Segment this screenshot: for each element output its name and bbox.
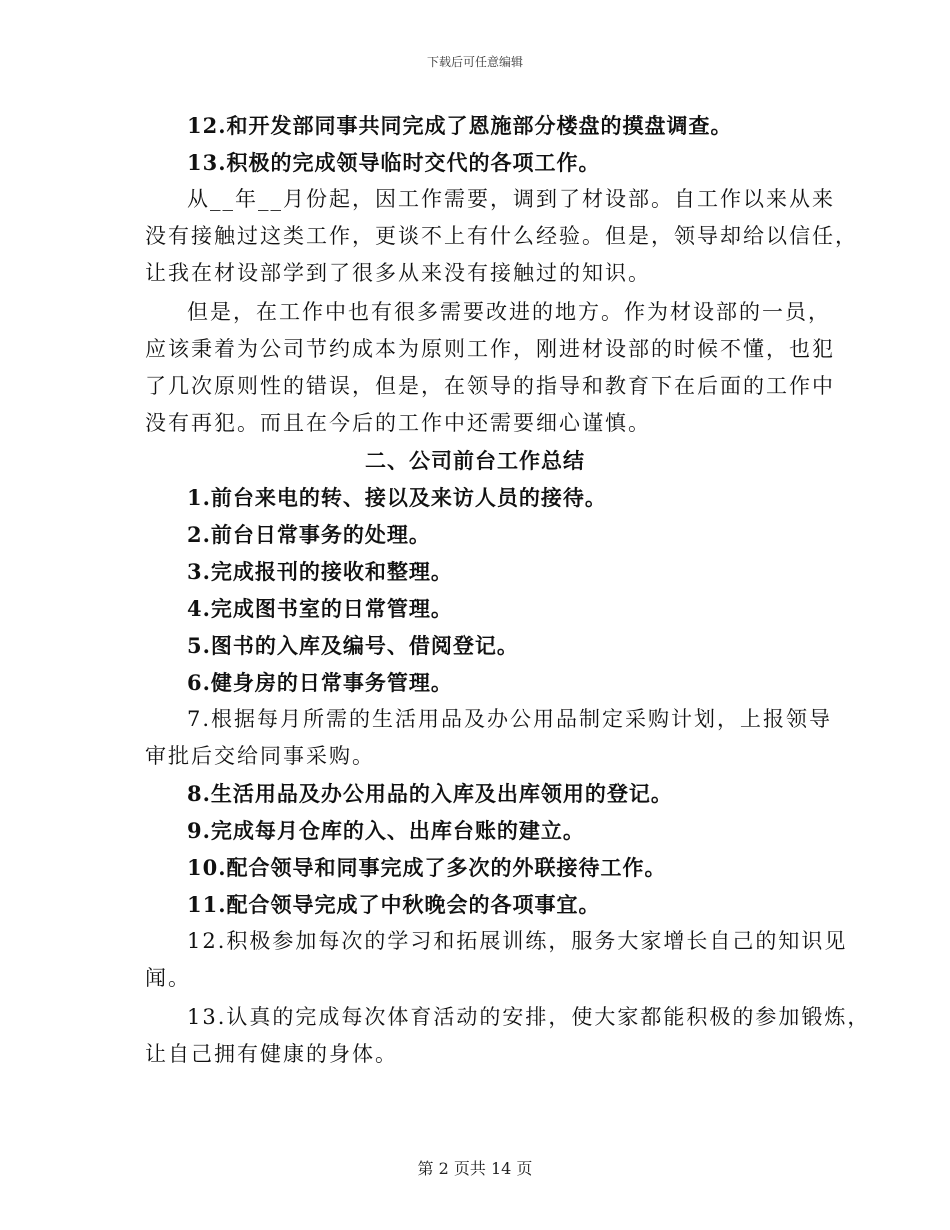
paragraph-line: 没有接触过这类工作，更谈不上有什么经验。但是，领导却给以信任， [145,224,858,248]
paragraph-line: 让自己拥有健康的身体。 [145,1042,398,1066]
paragraph-line: 从__年__月份起，因工作需要，调到了材设部。自工作以来从来 [187,187,835,211]
paragraph-line: 审批后交给同事采购。 [145,744,375,768]
list-item: 13.积极的完成领导临时交代的各项工作。 [187,150,601,175]
page-footer: 第 2 页共 14 页 [417,1159,533,1178]
list-item: 8.生活用品及办公用品的入库及出库领用的登记。 [187,781,673,806]
list-item: 5.图书的入库及编号、借阅登记。 [187,633,519,658]
paragraph-line: 应该秉着为公司节约成本为原则工作，刚进材设部的时候不懂，也犯 [145,337,835,361]
list-item: 2.前台日常事务的处理。 [187,522,431,547]
list-item: 3.完成报刊的接收和整理。 [187,559,453,584]
list-item: 1.前台来电的转、接以及来访人员的接待。 [187,485,607,510]
list-item: 6.健身房的日常事务管理。 [187,670,453,695]
list-item: 9.完成每月仓库的入、出库台账的建立。 [187,818,585,843]
list-item: 12.和开发部同事共同完成了恩施部分楼盘的摸盘调查。 [187,113,733,138]
paragraph-line: 7.根据每月所需的生活用品及办公用品制定采购计划，上报领导 [187,707,833,731]
list-item: 11.配合领导完成了中秋晚会的各项事宜。 [187,892,601,917]
page-header: 下载后可任意编辑 [426,55,523,69]
paragraph-line: 闻。 [145,966,191,990]
section-title: 二、公司前台工作总结 [365,448,585,473]
paragraph-line: 了几次原则性的错误，但是，在领导的指导和教育下在后面的工作中 [145,374,835,398]
paragraph-line: 12.积极参加每次的学习和拓展训练，服务大家增长自己的知识见 [187,929,848,953]
list-item: 4.完成图书室的日常管理。 [187,596,453,621]
paragraph-line: 没有再犯。而且在今后的工作中还需要细心谨慎。 [145,411,651,435]
document-body [145,107,871,1073]
paragraph-line: 13.认真的完成每次体育活动的安排，使大家都能积极的参加锻炼， [187,1005,871,1029]
list-item: 10.配合领导和同事完成了多次的外联接待工作。 [187,855,667,880]
paragraph-line: 让我在材设部学到了很多从来没有接触过的知识。 [145,261,651,285]
paragraph-line: 但是，在工作中也有很多需要改进的地方。作为材设部的一员， [187,300,831,324]
